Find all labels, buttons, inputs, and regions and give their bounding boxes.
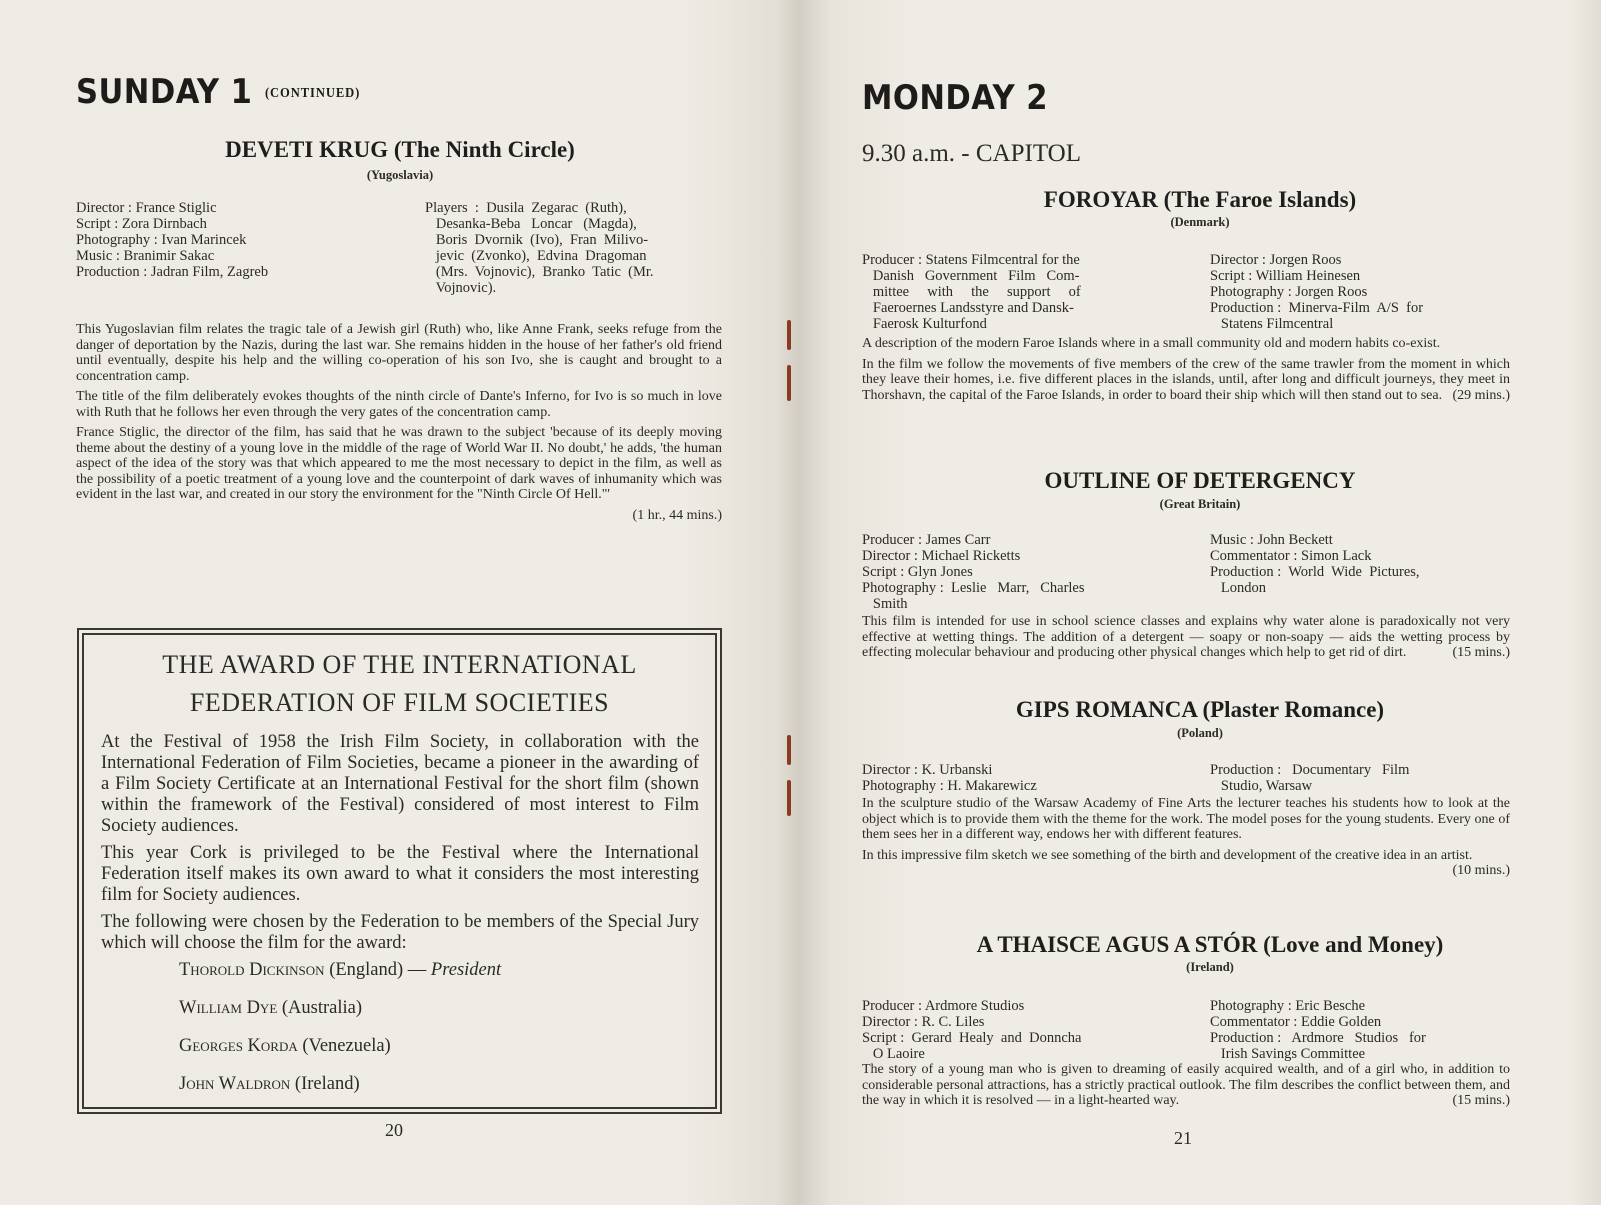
credit-line: Director : R. C. Liles — [862, 1014, 985, 1030]
film-description — [862, 1062, 1510, 1114]
film-credits-right — [425, 200, 725, 296]
film-credits-left — [862, 532, 1182, 612]
credit-line: Irish Savings Committee — [1210, 1046, 1366, 1062]
credit-line: Photography : Jorgen Roos — [1210, 284, 1368, 300]
film-title: GIPS ROMANCA (Plaster Romance) — [1015, 697, 1385, 722]
juror-3 — [179, 1036, 391, 1057]
film-credits-right — [1210, 532, 1510, 596]
film-title: OUTLINE OF DETERGENCY — [1044, 468, 1356, 493]
credit-line: Director : K. Urbanski — [862, 762, 993, 778]
day-heading — [76, 72, 360, 112]
credit-line: Commentator : Simon Lack — [1210, 548, 1372, 564]
credit-line: Studio, Warsaw — [1210, 778, 1313, 794]
credit-line: Vojnovic). — [425, 280, 497, 296]
credit-line: Script : William Heinesen — [1210, 268, 1361, 284]
credit-line: Photography : Ivan Marincek — [76, 232, 247, 248]
film-description — [862, 336, 1510, 408]
description-text: The story of a young man who is given to dreaming of easily acquired wealth, and of a girl who, in addition to considerable personal attractions, has a strictly practical outlook. The film describes the conflict between them, and the way in which it is resolved — in a light-hearted way. — [862, 1062, 1510, 1108]
credit-line: Desanka-Beba Loncar (Magda), — [425, 216, 637, 232]
film-title: A THAISCE AGUS A STÓR (Love and Money) — [976, 932, 1444, 957]
credit-line: Faeroernes Landsstyre and Dansk- — [862, 300, 1074, 316]
film-country: (Ireland) — [1186, 960, 1234, 974]
description-paragraph: This Yugoslavian film relates the tragic tale of a Jewish girl (Ruth) who, like Anne Frank, seeks refuge from the danger of deportation by the Nazis, during the last war. She remains hidden in the house of her father's old friend until eventually, despite his help and the willing co-operation of his son Ivo, she is caught and brought to a concentration camp. — [76, 322, 722, 384]
binding-thread — [787, 735, 791, 765]
credit-line: Photography : H. Makarewicz — [862, 778, 1037, 794]
award-title-line2: FEDERATION OF FILM SOCIETIES — [189, 688, 610, 717]
credit-line: Producer : James Carr — [862, 532, 991, 548]
credit-line: Director : France Stiglic — [76, 200, 217, 216]
day-suffix: (CONTINUED) — [264, 85, 361, 101]
film-country: (Yugoslavia) — [366, 168, 434, 182]
film-duration: (29 mins.) — [1452, 387, 1510, 403]
credit-line: Faerosk Kulturfond — [862, 316, 987, 332]
page-number: 20 — [385, 1120, 403, 1140]
juror-origin: (Australia) — [281, 998, 363, 1018]
description-paragraph — [862, 847, 1510, 878]
left-page — [0, 0, 800, 1205]
juror-4 — [179, 1074, 360, 1095]
description-paragraph — [862, 614, 1510, 661]
description-paragraph — [862, 357, 1510, 404]
film-duration: (10 mins.) — [1452, 863, 1510, 878]
film-description — [76, 322, 722, 523]
credit-line: Danish Government Film Com- — [862, 268, 1080, 284]
credit-line: Boris Dvornik (Ivo), Fran Milivo- — [425, 232, 649, 248]
film-country: (Poland) — [1177, 726, 1223, 740]
credit-line: Production : Minerva-Film A/S for — [1210, 300, 1424, 316]
credit-line: Script : Gerard Healy and Donncha — [862, 1030, 1082, 1046]
credit-line: Smith — [862, 596, 908, 612]
description-paragraph: France Stiglic, the director of the film, has said that he was drawn to the subject 'because of its deeply moving theme about the destiny of a young love in the middle of the rage of World War II. No doubt,' he adds, 'the human aspect of the idea of the story was that which appeared to me the most necessary to depict in the film, as well as the possibility of a poetic treatment of a young love and the counterpoint of dark waves of inhumanity which was evident in the last war, and created in our story the environment for the "Ninth Circle Of Hell."' — [76, 425, 722, 502]
credit-line: Commentator : Eddie Golden — [1210, 1014, 1382, 1030]
juror-name: William Dye — [179, 998, 278, 1018]
credit-line: Photography : Leslie Marr, Charles — [862, 580, 1085, 596]
description-paragraph: In the sculpture studio of the Warsaw Academy of Fine Arts the lecturer teaches his students how to look at the object which is to provide them with the theme for the work. The model poses for the young students. Every one of them sees her in a different way, endows her with different features. — [862, 796, 1510, 842]
credit-line: Script : Glyn Jones — [862, 564, 973, 580]
binding-thread — [787, 780, 791, 816]
description-text: In the film we follow the movements of five members of the crew of the same trawler from the moment in which they leave their homes, i.e. five different places in the islands, until, after long and difficult journeys, they meet in Thorshavn, the capital of the Faroe Islands, in order to board their ship which will then stand out to sea. — [862, 356, 1510, 403]
film-country: (Denmark) — [1170, 215, 1230, 229]
credit-line: O Laoire — [862, 1046, 925, 1062]
film-duration: (1 hr., 44 mins.) — [632, 507, 722, 523]
description-text: This film is intended for use in school science classes and explains why water alone is paradoxically not very effective at wetting things. The addition of a detergent — soapy or non-soapy — aids the wetting process by effecting molecular behaviour and producing other physical changes which help to get rid of dirt. — [862, 614, 1510, 660]
juror-origin: (England) — — [329, 960, 427, 980]
film-title: FOROYAR (The Faroe Islands) — [1043, 187, 1357, 212]
juror-name: Georges Korda — [179, 1036, 298, 1056]
description-paragraph: A description of the modern Faroe Islands where in a small community old and modern habits co-exist. — [862, 336, 1441, 351]
day-title: MONDAY 2 — [862, 78, 1048, 118]
juror-origin: (Venezuela) — [302, 1036, 391, 1056]
juror-role: President — [430, 960, 502, 980]
film-credits-right — [1210, 762, 1510, 794]
right-page — [800, 0, 1601, 1205]
film-duration: (15 mins.) — [1452, 1093, 1510, 1108]
binding-thread — [787, 320, 791, 350]
credit-line: (Mrs. Vojnovic), Branko Tatic (Mr. — [425, 264, 654, 280]
credit-line: Production : Documentary Film — [1210, 762, 1410, 778]
credit-line: Music : Branimir Sakac — [76, 248, 215, 264]
credit-line: mittee with the support of — [862, 284, 1081, 300]
credit-line: Production : Ardmore Studios for — [1210, 1030, 1426, 1046]
film-credits-left — [862, 762, 1182, 794]
credit-line: Photography : Eric Besche — [1210, 998, 1366, 1014]
award-paragraph: At the Festival of 1958 the Irish Film Society, in collaboration with the International Federation of Film Societies, became a pioneer in the awarding of a Film Society Certificate at an International Festival for the short film (shown within the framework of the Festival) considered of most interest to Film Society audiences. — [101, 732, 699, 836]
film-country: (Great Britain) — [1159, 497, 1241, 511]
award-box — [77, 628, 722, 1114]
award-text — [101, 732, 699, 960]
film-description — [862, 614, 1510, 666]
description-paragraph: The title of the film deliberately evokes thoughts of the ninth circle of Dante's Inferno, for Ivo is so much in love with Ruth that he follows her even through the very gates of the concentration camp. — [76, 389, 722, 420]
award-paragraph: This year Cork is privileged to be the Festival where the International Federation itself makes its own award to what it considers the most interesting film for Society audiences. — [101, 843, 699, 905]
credit-line: Script : Zora Dirnbach — [76, 216, 207, 232]
credit-line: London — [1210, 580, 1266, 596]
film-credits-right — [1210, 998, 1510, 1062]
film-description — [862, 796, 1510, 879]
film-credits-right — [1210, 252, 1510, 332]
credit-line: jevic (Zvonko), Edvina Dragoman — [425, 248, 647, 264]
credit-line: Producer : Ardmore Studios — [862, 998, 1025, 1014]
credit-line: Production : World Wide Pictures, — [1210, 564, 1420, 580]
juror-name: John Waldron — [179, 1074, 291, 1094]
juror-2 — [179, 998, 362, 1019]
award-title-line1: THE AWARD OF THE INTERNATIONAL — [162, 650, 637, 679]
description-paragraph — [862, 1062, 1510, 1109]
binding-thread — [787, 365, 791, 401]
credit-line: Statens Filmcentral — [1210, 316, 1334, 332]
film-title: DEVETI KRUG (The Ninth Circle) — [225, 137, 575, 162]
credit-line: Players : Dusila Zegarac (Ruth), — [425, 200, 627, 216]
film-duration: (15 mins.) — [1452, 645, 1510, 660]
description-text: In this impressive film sketch we see something of the birth and development of the creative idea in an artist. — [862, 847, 1473, 863]
credit-line: Production : Jadran Film, Zagreb — [76, 264, 269, 280]
time-venue: 9.30 a.m. - CAPITOL — [862, 140, 1081, 167]
award-paragraph: The following were chosen by the Federation to be members of the Special Jury which will choose the film for the award: — [101, 912, 699, 953]
juror-1 — [179, 960, 501, 981]
film-credits-left — [862, 252, 1182, 332]
credit-line: Producer : Statens Filmcentral for the — [862, 252, 1080, 268]
credit-line: Music : John Beckett — [1210, 532, 1333, 548]
credit-line: Director : Michael Ricketts — [862, 548, 1021, 564]
page-number: 21 — [1174, 1128, 1192, 1148]
film-credits-left — [862, 998, 1182, 1062]
day-title: SUNDAY 1 — [76, 72, 253, 112]
juror-origin: (Ireland) — [294, 1074, 360, 1094]
juror-name: Thorold Dickinson — [179, 960, 325, 980]
film-credits-left — [76, 200, 396, 280]
credit-line: Director : Jorgen Roos — [1210, 252, 1342, 268]
